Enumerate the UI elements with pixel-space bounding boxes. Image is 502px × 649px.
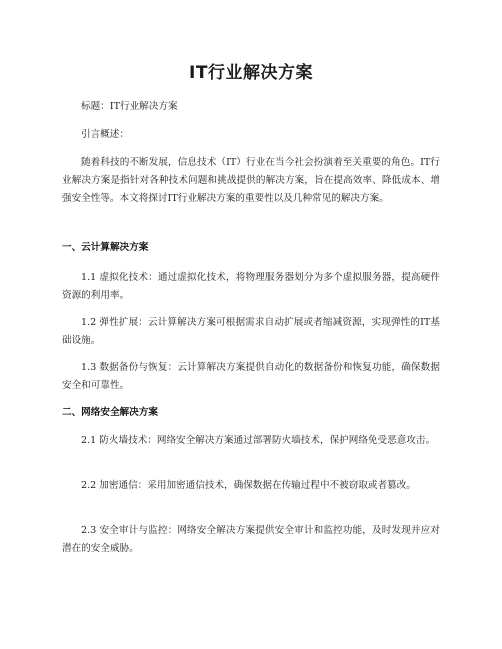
section-heading-cloud: 一、云计算解决方案 — [62, 242, 149, 253]
section-item: 1.3 数据备份与恢复：云计算解决方案提供自动化的数据备份和恢复功能，确保数据安全和可靠性。 — [62, 362, 440, 391]
subject-line: 标题：IT行业解决方案 — [81, 101, 178, 112]
section-item: 2.2 加密通信：采用加密通信技术，确保数据在传输过程中不被窃取或者篡改。 — [81, 480, 416, 491]
section-item: 1.1 虚拟化技术：通过虚拟化技术，将物理服务器划分为多个虚拟服务器，提高硬件资源的利用率。 — [62, 272, 440, 301]
section-item: 1.2 弹性扩展：云计算解决方案可根据需求自动扩展或者缩减资源，实现弹性的IT基础设施。 — [62, 317, 440, 346]
intro-paragraph: 随着科技的不断发展，信息技术（IT）行业在当今社会扮演着至关重要的角色。IT行业解决方案是指针对各种技术问题和挑战提供的解决方案，旨在提高效率、降低成本、增强安全性等。本文将探讨IT行业解决方案的重要性以及几种常见的解决方案。 — [62, 157, 440, 204]
section-item: 2.3 安全审计与监控：网络安全解决方案提供安全审计和监控功能，及时发现并应对潜在的安全威胁。 — [62, 525, 440, 554]
intro-label: 引言概述： — [81, 129, 129, 140]
document-title: IT行业解决方案 — [189, 63, 313, 83]
section-item: 2.1 防火墙技术：网络安全解决方案通过部署防火墙技术，保护网络免受恶意攻击。 — [81, 435, 436, 446]
section-heading-security: 二、网络安全解决方案 — [62, 407, 158, 418]
